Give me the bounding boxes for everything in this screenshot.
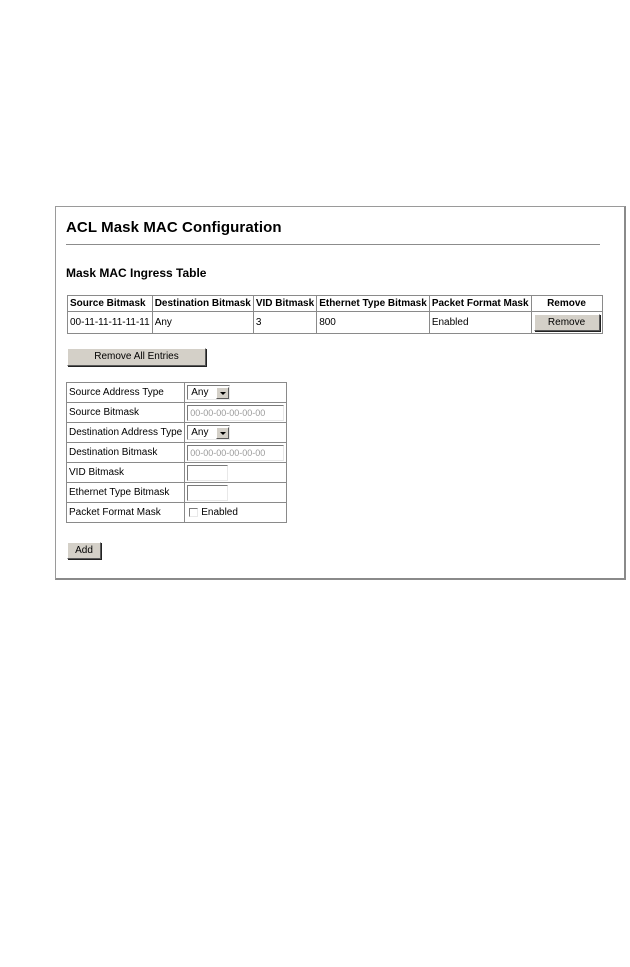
table-row <box>68 312 603 334</box>
column-header-source-bitmask: Source Bitmask <box>68 296 153 312</box>
form-row-vid-bitmask <box>67 463 287 483</box>
source-bitmask-cell <box>185 403 287 423</box>
column-header-packet-format-mask: Packet Format Mask <box>429 296 531 312</box>
cell-source-bitmask: 00-11-11-11-11-11 <box>68 312 153 334</box>
column-header-ethernet-type-bitmask: Ethernet Type Bitmask <box>317 296 430 312</box>
chevron-down-icon[interactable] <box>216 427 229 439</box>
destination-address-type-label: Destination Address Type <box>67 423 185 443</box>
vid-bitmask-input[interactable] <box>187 465 228 481</box>
form-row-source-bitmask <box>67 403 287 423</box>
column-header-destination-bitmask: Destination Bitmask <box>152 296 253 312</box>
chevron-down-icon[interactable] <box>216 387 229 399</box>
form-row-packet-format-mask <box>67 503 287 523</box>
ethernet-type-bitmask-input[interactable] <box>187 485 228 501</box>
add-mask-form <box>66 382 287 523</box>
table-header-row <box>68 296 603 312</box>
packet-format-mask-checkbox-label: Enabled <box>201 507 238 518</box>
cell-remove <box>531 312 602 334</box>
destination-address-type-value: Any <box>191 427 209 438</box>
form-row-destination-bitmask <box>67 443 287 463</box>
form-row-source-address-type <box>67 383 287 403</box>
mask-mac-ingress-table <box>67 295 603 334</box>
ethernet-type-bitmask-label: Ethernet Type Bitmask <box>67 483 185 503</box>
destination-address-type-select[interactable] <box>187 425 230 440</box>
acl-mask-mac-panel <box>55 206 626 580</box>
cell-destination-bitmask: Any <box>152 312 253 334</box>
destination-bitmask-label: Destination Bitmask <box>67 443 185 463</box>
ethernet-type-bitmask-cell <box>185 483 287 503</box>
destination-address-type-cell <box>185 423 287 443</box>
source-address-type-cell <box>185 383 287 403</box>
form-row-ethernet-type-bitmask <box>67 483 287 503</box>
column-header-remove: Remove <box>531 296 602 312</box>
source-bitmask-input[interactable]: 00-00-00-00-00-00 <box>187 405 284 421</box>
source-address-type-label: Source Address Type <box>67 383 185 403</box>
title-divider <box>66 244 600 245</box>
add-button[interactable]: Add <box>67 542 101 559</box>
source-address-type-value: Any <box>191 387 209 398</box>
cell-packet-format-mask: Enabled <box>429 312 531 334</box>
packet-format-mask-checkbox[interactable] <box>189 508 198 517</box>
remove-all-entries-button[interactable]: Remove All Entries <box>67 348 206 366</box>
source-address-type-select[interactable] <box>187 385 230 400</box>
vid-bitmask-label: VID Bitmask <box>67 463 185 483</box>
remove-entry-button[interactable]: Remove <box>534 314 600 331</box>
table-title: Mask MAC Ingress Table <box>66 266 207 280</box>
vid-bitmask-cell <box>185 463 287 483</box>
destination-bitmask-cell <box>185 443 287 463</box>
cell-vid-bitmask: 3 <box>253 312 316 334</box>
page-title: ACL Mask MAC Configuration <box>66 219 282 236</box>
cell-ethernet-type-bitmask: 800 <box>317 312 430 334</box>
destination-bitmask-input[interactable]: 00-00-00-00-00-00 <box>187 445 284 461</box>
packet-format-mask-cell <box>185 503 287 523</box>
column-header-vid-bitmask: VID Bitmask <box>253 296 316 312</box>
source-bitmask-label: Source Bitmask <box>67 403 185 423</box>
form-row-destination-address-type <box>67 423 287 443</box>
packet-format-mask-label: Packet Format Mask <box>67 503 185 523</box>
